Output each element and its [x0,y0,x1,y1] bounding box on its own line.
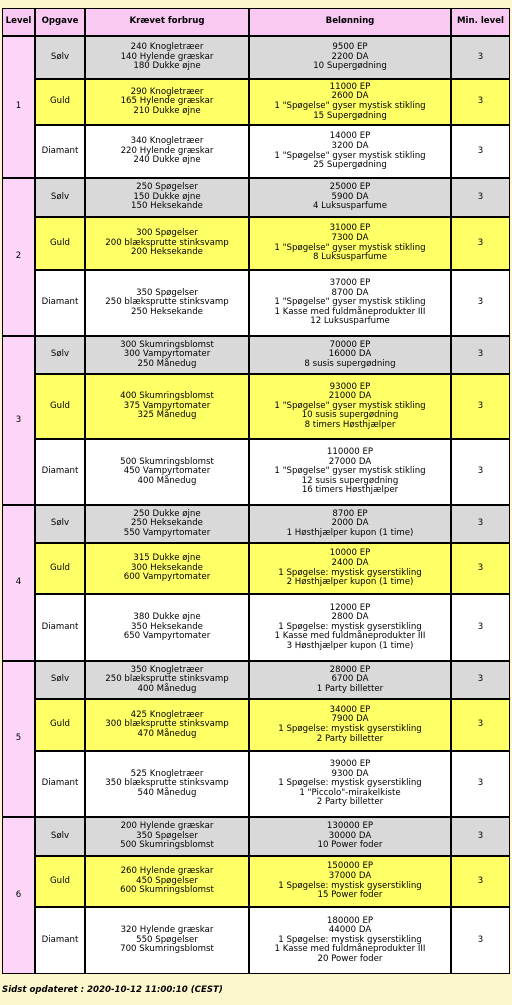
reward-line: 10000 EP [329,548,371,559]
reward-line: 25000 EP [329,182,371,193]
reward-line: 7900 DA [331,714,369,725]
required-consumption-cell [85,217,249,270]
min-level-cell: 3 [451,817,510,856]
reward-line: 2200 DA [331,51,369,62]
consumption-line: 600 Skumringsblomst [120,885,214,896]
reward-cell [249,125,451,178]
consumption-line: 250 Heksekande [131,306,203,317]
reward-line: 3 Høsthjælper kupon (1 time) [286,640,414,651]
reward-line: 180000 EP [326,915,374,926]
min-level-cell: 3 [451,543,510,594]
task-cell: Sølv [35,336,85,374]
required-consumption-cell [85,336,249,374]
reward-cell [249,856,451,907]
reward-line: 11000 EP [329,81,371,92]
table-row [2,336,510,374]
consumption-line: 250 Månedug [137,358,197,369]
required-consumption-cell [85,374,249,439]
reward-line: 10 susis supergødning [301,410,399,421]
min-level-cell: 3 [451,439,510,505]
consumption-line: 250 blæksprutte stinksvamp [105,674,229,685]
reward-line: 7300 DA [331,232,369,243]
task-cell: Guld [35,79,85,125]
task-cell: Guld [35,543,85,594]
consumption-line: 550 Vampyrtomater [123,527,211,538]
reward-line: 8 Luksusparfume [312,252,388,263]
table-row [2,543,510,594]
consumption-line: 140 Hylende græskar [120,51,214,62]
reward-line: 1 Spøgelse: mystisk gyserstikling [278,621,422,632]
table-row [2,125,510,178]
rewards-table [2,8,510,974]
table-row [2,178,510,217]
reward-line: 1 Kasse med fuldmåneprodukter III [274,306,426,317]
task-cell: Sølv [35,36,85,79]
reward-line: 4 Luksusparfume [312,201,388,212]
reward-line: 31000 EP [329,223,371,234]
min-level-cell: 3 [451,125,510,178]
consumption-line: 315 Dukke øjne [133,553,201,564]
header-forbrug: Krævet forbrug [85,8,249,36]
task-cell: Sølv [35,817,85,856]
reward-line: 1 Kasse med fuldmåneprodukter III [274,631,426,642]
consumption-line: 300 Vampyrtomater [123,349,211,360]
consumption-line: 550 Spøgelser [136,934,198,945]
task-cell: Sølv [35,505,85,543]
consumption-line: 600 Vampyrtomater [123,572,211,583]
reward-line: 21000 DA [328,391,372,402]
reward-line: 39000 EP [329,759,371,770]
required-consumption-cell [85,270,249,336]
consumption-line: 250 blæksprutte stinksvamp [105,297,229,308]
table-row [2,79,510,125]
header-min-level: Min. level [451,8,510,36]
required-consumption-cell [85,594,249,661]
reward-line: 16000 DA [328,349,372,360]
reward-line: 2800 DA [331,612,369,623]
reward-line: 1 Høsthjælper kupon (1 time) [286,527,414,538]
reward-line: 14000 EP [329,131,371,142]
consumption-line: 470 Månedug [137,728,197,739]
table-row [2,594,510,661]
required-consumption-cell [85,907,249,974]
min-level-cell: 3 [451,856,510,907]
table-body [2,36,510,974]
reward-line: 25 Supergødning [313,160,387,171]
consumption-line: 350 Spøgelser [136,287,198,298]
reward-line: 1 "Spøgelse" gyser mystisk stikling [274,400,426,411]
reward-cell [249,594,451,661]
reward-line: 28000 EP [329,664,371,675]
reward-cell [249,543,451,594]
consumption-line: 240 Dukke øjne [133,155,201,166]
consumption-line: 450 Vampyrtomater [123,466,211,477]
consumption-line: 260 Hylende græskar [120,866,214,877]
min-level-cell: 3 [451,36,510,79]
task-cell: Sølv [35,661,85,699]
reward-line: 2400 DA [331,557,369,568]
table-row [2,270,510,336]
min-level-cell: 3 [451,594,510,661]
table-row [2,817,510,856]
reward-line: 2 Party billetter [316,797,384,808]
reward-line: 70000 EP [329,339,371,350]
reward-line: 1 "Spøgelse" gyser mystisk stikling [274,101,426,111]
reward-cell [249,217,451,270]
reward-line: 2 Party billetter [316,733,384,744]
reward-line: 1 Spøgelse: mystisk gyserstikling [278,880,422,891]
header-row [2,8,510,36]
reward-line: 1 "Piccolo"-mirakelkiste [299,787,401,798]
level-cell: 6 [2,817,35,974]
header-opgave: Opgave [35,8,85,36]
reward-line: 10 Power foder [317,840,383,851]
required-consumption-cell [85,36,249,79]
consumption-line: 700 Skumringsblomst [120,944,214,955]
reward-line: 8 susis supergødning [304,358,396,369]
required-consumption-cell [85,79,249,125]
min-level-cell: 3 [451,217,510,270]
consumption-line: 375 Vampyrtomater [123,400,211,411]
reward-line: 3200 DA [331,140,369,151]
header-level: Level [2,8,35,36]
reward-line: 1 Spøgelse: mystisk gyserstikling [278,934,422,945]
reward-line: 12 Luksusparfume [310,316,390,327]
consumption-line: 210 Dukke øjne [133,105,201,116]
reward-line: 1 "Spøgelse" gyser mystisk stikling [274,242,426,253]
required-consumption-cell [85,125,249,178]
reward-line: 30000 DA [328,830,372,841]
consumption-line: 350 Knogletræer [130,664,204,675]
consumption-line: 180 Dukke øjne [133,61,201,72]
consumption-line: 150 Dukke øjne [133,191,201,202]
required-consumption-cell [85,699,249,751]
reward-cell [249,817,451,856]
reward-cell [249,270,451,336]
table-row [2,505,510,543]
task-cell: Diamant [35,125,85,178]
reward-line: 34000 EP [329,704,371,715]
reward-line: 15 Power foder [317,890,383,901]
table-row [2,751,510,817]
consumption-line: 320 Hylende græskar [120,925,214,936]
reward-line: 110000 EP [326,447,374,458]
consumption-line: 300 Heksekande [131,562,203,573]
last-updated: Sidst opdateret : 2020-10-12 11:00:10 (CEST) [2,985,223,995]
header-belonning: Belønning [249,8,451,36]
table-row [2,699,510,751]
consumption-line: 400 Månedug [137,475,197,486]
reward-line: 1 Kasse med fuldmåneprodukter III [274,944,426,955]
reward-line: 20 Power foder [317,953,383,964]
level-cell: 2 [2,178,35,336]
task-cell: Sølv [35,178,85,217]
reward-cell [249,699,451,751]
reward-cell [249,178,451,217]
consumption-line: 350 blæksprutte stinksvamp [105,778,229,789]
task-cell: Diamant [35,751,85,817]
task-cell: Guld [35,374,85,439]
reward-line: 2 Høsthjælper kupon (1 time) [286,577,414,588]
reward-line: 1 Spøgelse: mystisk gyserstikling [278,778,422,789]
consumption-line: 250 Dukke øjne [133,508,201,519]
min-level-cell: 3 [451,374,510,439]
reward-line: 37000 DA [328,870,372,881]
reward-line: 2000 DA [331,518,369,529]
consumption-line: 200 Hylende græskar [120,821,214,832]
task-cell: Diamant [35,270,85,336]
consumption-line: 450 Spøgelser [136,875,198,886]
consumption-line: 165 Hylende græskar [120,96,214,107]
consumption-line: 220 Hylende græskar [120,145,214,156]
consumption-line: 400 Månedug [137,683,197,694]
reward-line: 1 Spøgelse: mystisk gyserstikling [278,724,422,734]
required-consumption-cell [85,856,249,907]
consumption-line: 150 Heksekande [131,201,203,212]
table-row [2,217,510,270]
required-consumption-cell [85,178,249,217]
reward-cell [249,374,451,439]
consumption-line: 200 blæksprutte stinksvamp [105,237,229,248]
reward-line: 5900 DA [331,191,369,202]
consumption-line: 350 Heksekande [131,621,203,632]
required-consumption-cell [85,439,249,505]
task-cell: Guld [35,699,85,751]
consumption-line: 325 Månedug [137,410,197,421]
min-level-cell: 3 [451,505,510,543]
min-level-cell: 3 [451,699,510,751]
required-consumption-cell [85,543,249,594]
level-cell: 1 [2,36,35,178]
reward-line: 27000 DA [328,456,372,467]
consumption-line: 380 Dukke øjne [133,612,201,623]
consumption-line: 400 Skumringsblomst [120,391,214,402]
reward-line: 8700 DA [331,287,369,298]
task-cell: Guld [35,856,85,907]
task-cell: Diamant [35,907,85,974]
table-row [2,661,510,699]
reward-line: 1 "Spøgelse" gyser mystisk stikling [274,297,426,308]
reward-line: 1 "Spøgelse" gyser mystisk stikling [274,466,426,477]
level-cell: 4 [2,505,35,661]
reward-line: 12000 EP [329,602,371,613]
reward-line: 1 Party billetter [316,683,384,694]
reward-line: 1 "Spøgelse" gyser mystisk stikling [274,150,426,161]
min-level-cell: 3 [451,907,510,974]
reward-line: 16 timers Høsthjælper [301,485,399,496]
min-level-cell: 3 [451,751,510,817]
consumption-line: 300 blæksprutte stinksvamp [105,719,229,730]
table-row [2,856,510,907]
task-cell: Diamant [35,594,85,661]
required-consumption-cell [85,817,249,856]
consumption-line: 525 Knogletræer [130,768,204,779]
min-level-cell: 3 [451,336,510,374]
reward-cell [249,36,451,79]
reward-cell [249,336,451,374]
reward-line: 44000 DA [328,925,372,936]
reward-cell [249,79,451,125]
table-row [2,439,510,505]
reward-line: 10 Supergødning [313,61,387,72]
table-row [2,36,510,79]
consumption-line: 300 Spøgelser [136,228,198,239]
reward-line: 37000 EP [329,278,371,289]
reward-line: 8 timers Høsthjælper [304,419,396,430]
consumption-line: 500 Skumringsblomst [120,840,214,851]
reward-cell [249,505,451,543]
reward-line: 15 Supergødning [313,110,387,121]
consumption-line: 540 Månedug [137,787,197,798]
required-consumption-cell [85,751,249,817]
required-consumption-cell [85,505,249,543]
min-level-cell: 3 [451,270,510,336]
reward-line: 12 susis supergødning [301,475,399,486]
consumption-line: 250 Spøgelser [136,182,198,193]
reward-line: 150000 EP [326,861,374,872]
level-cell: 5 [2,661,35,817]
consumption-line: 250 Heksekande [131,518,203,529]
reward-line: 93000 EP [329,381,371,392]
consumption-line: 650 Vampyrtomater [123,631,211,642]
consumption-line: 240 Knogletræer [130,42,204,53]
reward-line: 1 Spøgelse: mystisk gyserstikling [278,567,422,578]
min-level-cell: 3 [451,79,510,125]
reward-cell [249,907,451,974]
task-cell: Guld [35,217,85,270]
reward-line: 2600 DA [331,91,369,102]
reward-cell [249,751,451,817]
table-row [2,374,510,439]
consumption-line: 350 Spøgelser [136,830,198,841]
reward-line: 130000 EP [326,821,374,832]
level-cell: 3 [2,336,35,505]
reward-cell [249,439,451,505]
table-row [2,907,510,974]
consumption-line: 300 Skumringsblomst [120,339,214,350]
consumption-line: 200 Heksekande [131,247,203,258]
min-level-cell: 3 [451,178,510,217]
consumption-line: 290 Knogletræer [130,86,204,97]
consumption-line: 425 Knogletræer [130,709,204,720]
reward-line: 6700 DA [331,674,369,685]
reward-cell [249,661,451,699]
reward-line: 8700 EP [332,508,368,519]
required-consumption-cell [85,661,249,699]
reward-line: 9500 EP [332,42,368,53]
consumption-line: 340 Knogletræer [130,136,204,147]
reward-line: 9300 DA [331,768,369,779]
task-cell: Diamant [35,439,85,505]
consumption-line: 500 Skumringsblomst [120,456,214,467]
min-level-cell: 3 [451,661,510,699]
